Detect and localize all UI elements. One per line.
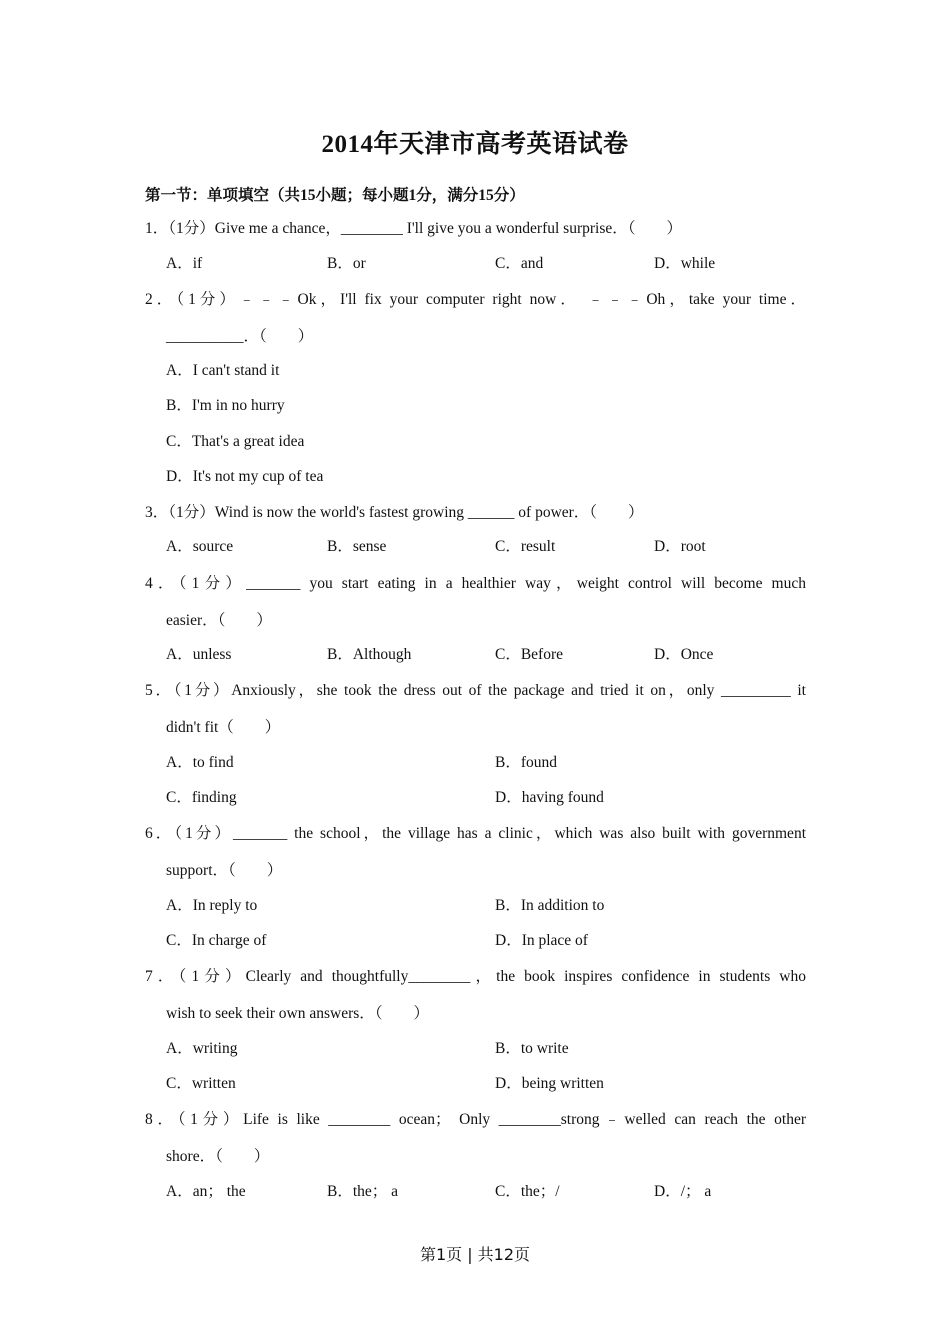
option-a[interactable]: A．to find [166, 754, 234, 771]
option-a[interactable]: A．I can't stand it [166, 362, 280, 379]
option-c[interactable]: C．result [495, 538, 556, 555]
option-b[interactable]: B．the； a [327, 1183, 399, 1200]
question-stem: 2．（1分）﹣﹣﹣Ok，I'll fix your computer right now． ﹣﹣﹣Oh，take your time． [145, 291, 806, 308]
option-a[interactable]: A．In reply to [166, 897, 258, 914]
question-1-options [166, 246, 806, 282]
question-7 [145, 958, 806, 1032]
question-stem: 7．（1分）Clearly and thoughtfully________，the book inspires confidence in students who [145, 968, 806, 985]
option-a[interactable]: A．unless [166, 646, 232, 663]
question-stem: 6．（1分）_______ the school，the village has a clinic，which was also built with government [145, 825, 806, 842]
question-8-options [166, 1174, 806, 1210]
option-d[interactable]: D．Once [654, 646, 714, 663]
option-d[interactable]: D．/； a [654, 1183, 712, 1200]
page-title: 2014年天津市高考英语试卷 [321, 131, 629, 158]
option-d[interactable]: D．It's not my cup of tea [166, 468, 324, 485]
option-b[interactable]: B．Although [327, 646, 412, 663]
option-c[interactable]: C．In charge of [166, 932, 267, 949]
question-stem-continued: didn't fit（ ） [166, 719, 281, 736]
option-d[interactable]: D．while [654, 255, 716, 272]
option-a[interactable]: A．an； the [166, 1183, 246, 1200]
question-4-options [166, 637, 806, 673]
question-5 [145, 672, 806, 746]
question-stem: 3．（1分）Wind is now the world's fastest growing ______ of power．（ ） [145, 504, 644, 521]
option-c[interactable]: C．finding [166, 789, 237, 806]
question-stem-continued: easier．（ ） [166, 612, 272, 629]
question-stem: 5．（1分）Anxiously，she took the dress out of the package and tried it on，only _________ it [145, 682, 806, 699]
question-6 [145, 815, 806, 889]
option-a[interactable]: A．if [166, 255, 203, 272]
option-a[interactable]: A．source [166, 538, 234, 555]
option-c[interactable]: C．the；/ [495, 1183, 560, 1200]
question-stem-continued: shore．（ ） [166, 1148, 270, 1165]
option-c[interactable]: C．and [495, 255, 544, 272]
question-2 [145, 281, 806, 355]
question-stem: 8．（1分）Life is like ________ ocean； Only ________strong﹣welled can reach the other [145, 1111, 806, 1128]
option-d[interactable]: D．being written [495, 1075, 604, 1092]
option-b[interactable]: B．In addition to [495, 897, 605, 914]
option-a[interactable]: A．writing [166, 1040, 238, 1057]
question-stem-continued: wish to seek their own answers．（ ） [166, 1005, 430, 1022]
page-footer: 第1页 | 共12页 [419, 1245, 531, 1264]
option-c[interactable]: C．written [166, 1075, 236, 1092]
option-c[interactable]: C．Before [495, 646, 564, 663]
option-d[interactable]: D．In place of [495, 932, 588, 949]
option-b[interactable]: B．or [327, 255, 366, 272]
question-stem: 1．（1分）Give me a chance，________ I'll give you a wonderful surprise．（ ） [145, 220, 682, 237]
question-1 [145, 210, 806, 247]
option-d[interactable]: D．root [654, 538, 706, 555]
question-stem-continued: __________．（ ） [166, 328, 314, 345]
question-4 [145, 565, 806, 639]
option-b[interactable]: B．I'm in no hurry [166, 397, 285, 414]
question-3-options [166, 529, 806, 565]
option-b[interactable]: B．found [495, 754, 558, 771]
question-stem-continued: support．（ ） [166, 862, 283, 879]
section-heading: 第一节：单项填空（共15小题；每小题1分，满分15分） [145, 187, 525, 204]
question-3 [145, 494, 806, 531]
option-d[interactable]: D．having found [495, 789, 604, 806]
question-8 [145, 1101, 806, 1175]
question-stem: 4．（1分）_______ you start eating in a healthier way，weight control will become much [145, 575, 806, 592]
option-c[interactable]: C．That's a great idea [166, 433, 305, 450]
option-b[interactable]: B．sense [327, 538, 387, 555]
option-b[interactable]: B．to write [495, 1040, 569, 1057]
